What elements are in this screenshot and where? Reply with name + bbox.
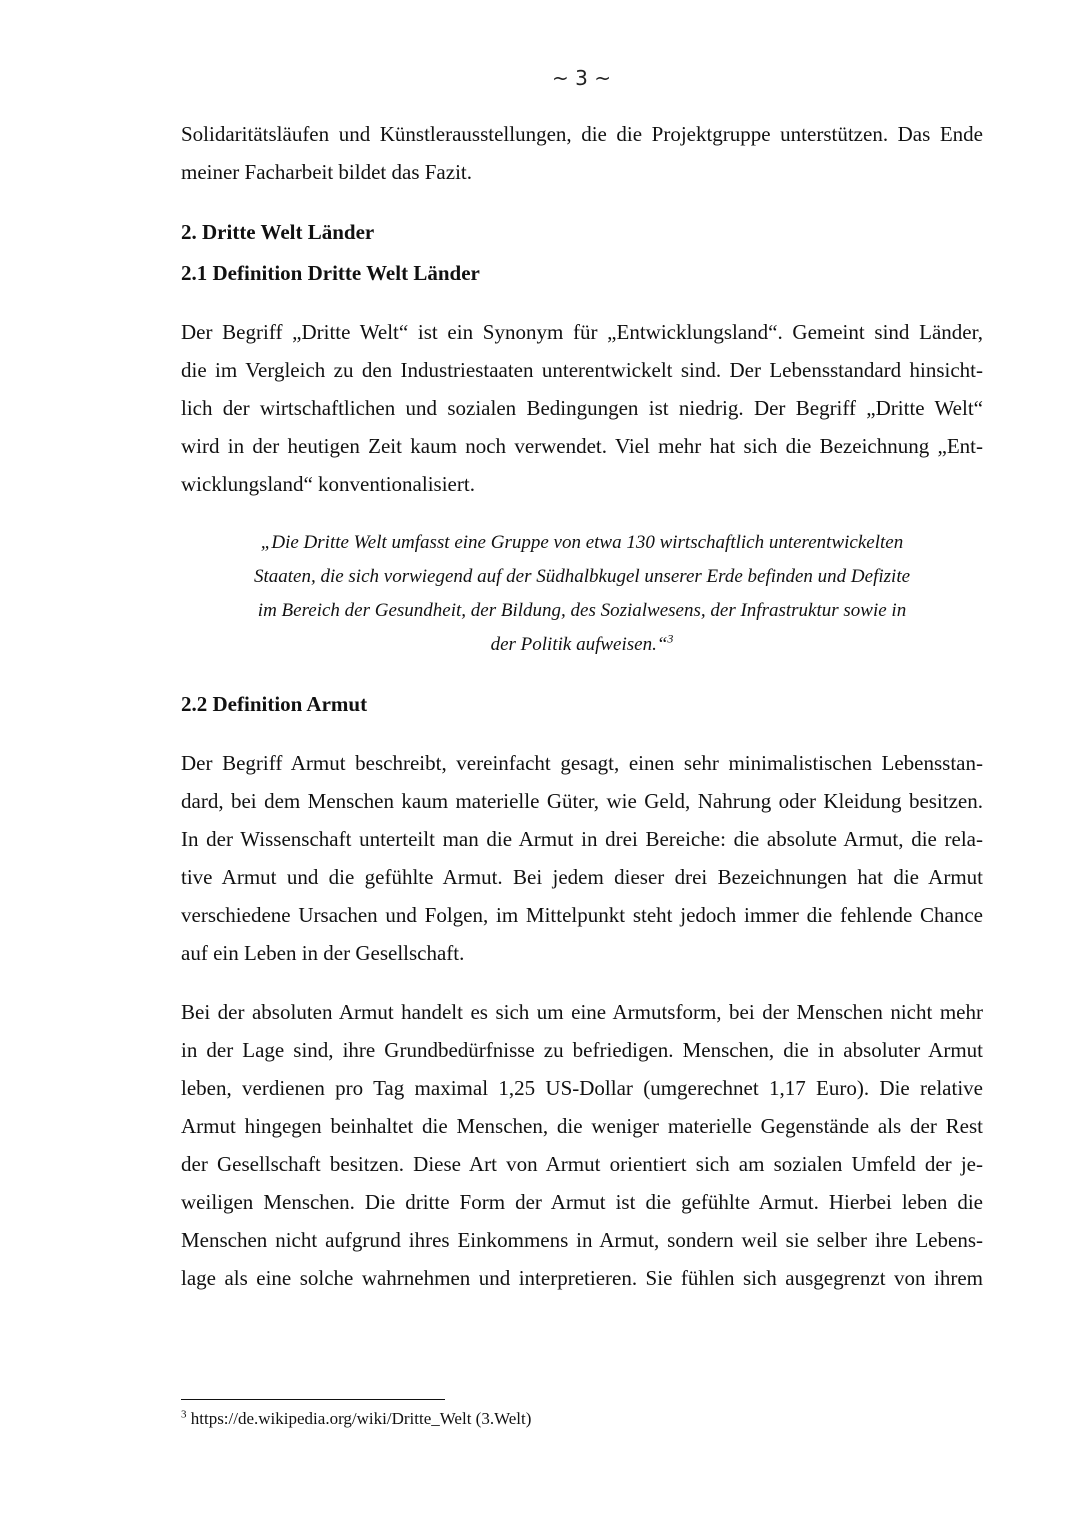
subsection-heading: 2.2 Definition Armut bbox=[181, 692, 368, 716]
paragraph-line: wicklungsland“ konventionalisiert. bbox=[181, 472, 475, 496]
paragraph-line: in der Lage sind, ihre Grundbedürfnisse zu befriedigen. Menschen, die in absoluter Armut bbox=[181, 1038, 983, 1062]
paragraph-line: auf ein Leben in der Gesellschaft. bbox=[181, 941, 465, 965]
paragraph-line: Bei der absoluten Armut handelt es sich um eine Armutsform, bei der Menschen nicht mehr bbox=[181, 1000, 983, 1024]
paragraph-line: Armut hingegen beinhaltet die Menschen, die weniger materielle Gegenstände als der Rest bbox=[181, 1114, 983, 1138]
paragraph-line: der Gesellschaft besitzen. Diese Art von Armut orientiert sich am sozialen Umfeld der je- bbox=[181, 1152, 983, 1176]
paragraph-line: tive Armut und die gefühlte Armut. Bei jedem dieser drei Bezeichnungen hat die Armut bbox=[181, 865, 983, 889]
paragraph-line: Menschen nicht aufgrund ihres Einkommens in Armut, sondern weil sie selber ihre Lebens- bbox=[181, 1228, 983, 1252]
paragraph-line: die im Vergleich zu den Industriestaaten unterentwickelt sind. Der Lebensstandard hinsicht- bbox=[181, 358, 983, 382]
paragraph-line: leben, verdienen pro Tag maximal 1,25 US-Dollar (umgerechnet 1,17 Euro). Die relative bbox=[181, 1076, 983, 1100]
quote-line: der Politik aufweisen.“ bbox=[490, 634, 668, 655]
footnote-number: 3 bbox=[181, 1408, 187, 1421]
quote-line: „Die Dritte Welt umfasst eine Gruppe von etwa 130 wirtschaftlich unterentwickelten bbox=[260, 532, 904, 553]
paragraph-line: weiligen Menschen. Die dritte Form der Armut ist die gefühlte Armut. Hierbei leben die bbox=[181, 1190, 983, 1214]
paragraph-line: Der Begriff Armut beschreibt, vereinfacht gesagt, einen sehr minimalistischen Lebensstan- bbox=[181, 751, 983, 775]
intro-line: Solidaritätsläufen und Künstlerausstellungen, die die Projektgruppe unterstützen. Das Ende bbox=[181, 122, 983, 146]
footnote-reference[interactable]: 3 bbox=[667, 631, 674, 646]
paragraph-line: verschiedene Ursachen und Folgen, im Mittelpunkt steht jedoch immer die fehlende Chance bbox=[181, 903, 983, 927]
paragraph-line: lage als eine solche wahrnehmen und interpretieren. Sie fühlen sich ausgegrenzt von ihrem bbox=[181, 1266, 983, 1290]
footnote-separator bbox=[181, 1399, 445, 1400]
footnote-link[interactable]: https://de.wikipedia.org/wiki/Dritte_Welt (3.Welt) bbox=[190, 1409, 532, 1428]
page-number: ~ 3 ~ bbox=[552, 66, 611, 90]
paragraph-line: dard, bei dem Menschen kaum materielle Güter, wie Geld, Nahrung oder Kleidung besitzen. bbox=[181, 789, 983, 813]
paragraph-line: Der Begriff „Dritte Welt“ ist ein Synonym für „Entwicklungsland“. Gemeint sind Länder, bbox=[181, 320, 983, 344]
quote-line: Staaten, die sich vorwiegend auf der Südhalbkugel unserer Erde befinden und Defizite bbox=[253, 566, 911, 587]
subsection-heading: 2.1 Definition Dritte Welt Länder bbox=[181, 261, 480, 285]
footnote bbox=[181, 1408, 531, 1430]
paragraph-line: lich der wirtschaftlichen und sozialen Bedingungen ist niedrig. Der Begriff „Dritte Welt“ bbox=[181, 396, 983, 420]
paragraph-line: In der Wissenschaft unterteilt man die Armut in drei Bereiche: die absolute Armut, die rela- bbox=[181, 827, 983, 851]
intro-line: meiner Facharbeit bildet das Fazit. bbox=[181, 160, 472, 184]
quote-last-line bbox=[181, 632, 983, 658]
paragraph-line: wird in der heutigen Zeit kaum noch verwendet. Viel mehr hat sich die Bezeichnung „Ent- bbox=[181, 434, 983, 458]
quote-line: im Bereich der Gesundheit, der Bildung, des Sozialwesens, der Infrastruktur sowie in bbox=[257, 600, 907, 621]
section-heading: 2. Dritte Welt Länder bbox=[181, 220, 375, 244]
